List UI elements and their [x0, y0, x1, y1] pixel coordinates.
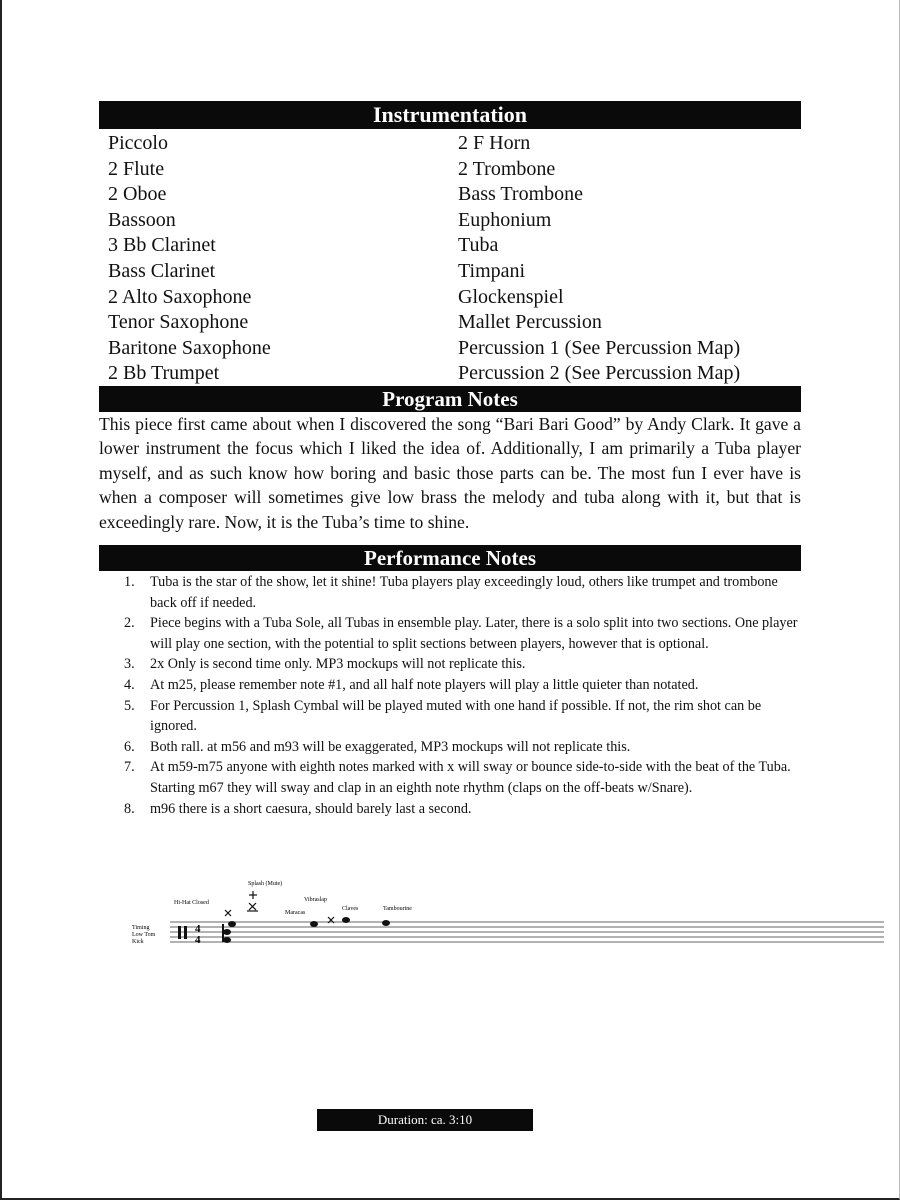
label-claves: Claves — [342, 906, 359, 912]
instrument-item: Mallet Percussion — [458, 311, 602, 334]
note-text: Piece begins with a Tuba Sole, all Tubas in ensemble play. Later, there is a solo split into two sections. One player will play one section, with the potential to split sections between players, however that is optional. — [150, 615, 798, 652]
instrument-item: Bass Clarinet — [108, 259, 216, 282]
instrument-item: Tenor Saxophone — [108, 311, 249, 334]
note-text: At m25, please remember note #1, and all half note players will play a little quieter than notated. — [150, 676, 699, 693]
note-number: 8. — [124, 800, 135, 817]
percussion-clef-icon — [184, 926, 187, 939]
performance-notes-list — [124, 572, 804, 819]
instrument-item: 2 Bb Trumpet — [108, 362, 220, 385]
hihat-x-notehead-icon — [225, 910, 231, 916]
note-number: 4. — [124, 676, 135, 693]
note-number: 3. — [124, 656, 135, 673]
performance-note-item — [124, 572, 804, 613]
staff-label: Timing — [132, 925, 150, 931]
label-splash: Splash (Mute) — [248, 881, 283, 887]
tambourine-notehead — [382, 920, 390, 926]
note-text: For Percussion 1, Splash Cymbal will be played muted with one hand if possible. If not, the rim shot can be ignored. — [150, 697, 762, 735]
note-text: Both rall. at m56 and m93 will be exaggerated, MP3 mockups will not replicate this. — [150, 738, 631, 755]
claves-notehead — [342, 917, 350, 923]
instrument-item: 2 Oboe — [108, 183, 167, 206]
instrumentation-left-column — [108, 131, 271, 387]
performance-notes-heading: Performance Notes — [99, 545, 801, 571]
note-number: 1. — [124, 574, 135, 590]
program-notes-heading: Program Notes — [99, 386, 801, 412]
percussion-map — [128, 874, 888, 954]
program-notes-text: This piece first came about when I discovered the song “Bari Bari Good” by Andy Clark. It gave a lower instrument the focus which I liked the idea of. Additionally, I am primarily a Tuba player myself, and as such know how boring and basic those parts can be. The most fun I ever have is when a composer will sometimes give low brass the melody and tuba along with it, but that is exceedingly rare. Now, it is the Tuba’s time to shine. — [99, 414, 801, 532]
instrumentation-right-column — [458, 131, 740, 387]
instrument-item: Euphonium — [458, 208, 552, 231]
note-number: 2. — [124, 615, 135, 632]
note-text: Tuba is the star of the show, let it shine! Tuba players play exceedingly loud, others like trumpet and trombone back off if needed. — [150, 574, 778, 611]
time-signature-bottom: 4 — [195, 934, 201, 946]
instrumentation-heading: Instrumentation — [99, 101, 801, 129]
performance-note-item — [124, 799, 804, 820]
instrument-item: 2 F Horn — [458, 132, 531, 154]
instrument-item: 2 Trombone — [458, 157, 556, 180]
note-text: At m59-m75 anyone with eighth notes marked with x will sway or bounce side-to-side with the beat of the Tuba. Starting m67 they will sway and clap in an eighth note rhythm (claps on the off-beats w/Snare). — [150, 759, 791, 796]
performance-note-item — [124, 654, 804, 675]
maracas-notehead — [310, 921, 318, 927]
instrument-item: Timpani — [458, 259, 526, 282]
instrument-item: Glockenspiel — [458, 285, 564, 308]
instrument-item: Baritone Saxophone — [108, 336, 271, 359]
label-vibraslap: Vibraslap — [304, 897, 327, 903]
instrument-item: Piccolo — [108, 132, 168, 154]
instrument-item: 2 Alto Saxophone — [108, 285, 252, 308]
percussion-staff — [128, 874, 888, 954]
performance-note-item — [124, 613, 804, 654]
performance-note-item — [124, 757, 804, 798]
label-maracas: Maracas — [285, 910, 306, 916]
instrument-item: 3 Bb Clarinet — [108, 234, 216, 257]
performance-note-item — [124, 737, 804, 758]
note-text: 2x Only is second time only. MP3 mockups will not replicate this. — [150, 656, 526, 673]
note-number: 5. — [124, 697, 135, 714]
note-number: 7. — [124, 759, 135, 776]
instrument-item: Bass Trombone — [458, 183, 584, 206]
label-hihat: Hi-Hat Closed — [174, 900, 209, 906]
instrument-item: Bassoon — [108, 208, 176, 231]
note-text: m96 there is a short caesura, should barely last a second. — [150, 800, 472, 817]
instrument-item: 2 Flute — [108, 157, 165, 180]
instrument-item: Tuba — [458, 234, 499, 257]
performance-note-item — [124, 675, 804, 696]
staff-label: Low Tom — [132, 932, 156, 938]
performance-note-item — [124, 696, 804, 737]
percussion-clef-icon — [178, 926, 181, 939]
staff-lines — [170, 922, 884, 942]
splash-notehead-icon — [247, 891, 258, 911]
label-tambourine: Tambourine — [383, 906, 412, 912]
instrument-item: Percussion 1 (See Percussion Map) — [458, 336, 741, 359]
note-number: 6. — [124, 738, 135, 755]
instrument-item: Percussion 2 (See Percussion Map) — [458, 362, 741, 385]
staff-label: Kick — [132, 939, 144, 945]
duration-label: Duration: ca. 3:10 — [317, 1109, 533, 1131]
time-signature-top: 4 — [195, 923, 201, 935]
